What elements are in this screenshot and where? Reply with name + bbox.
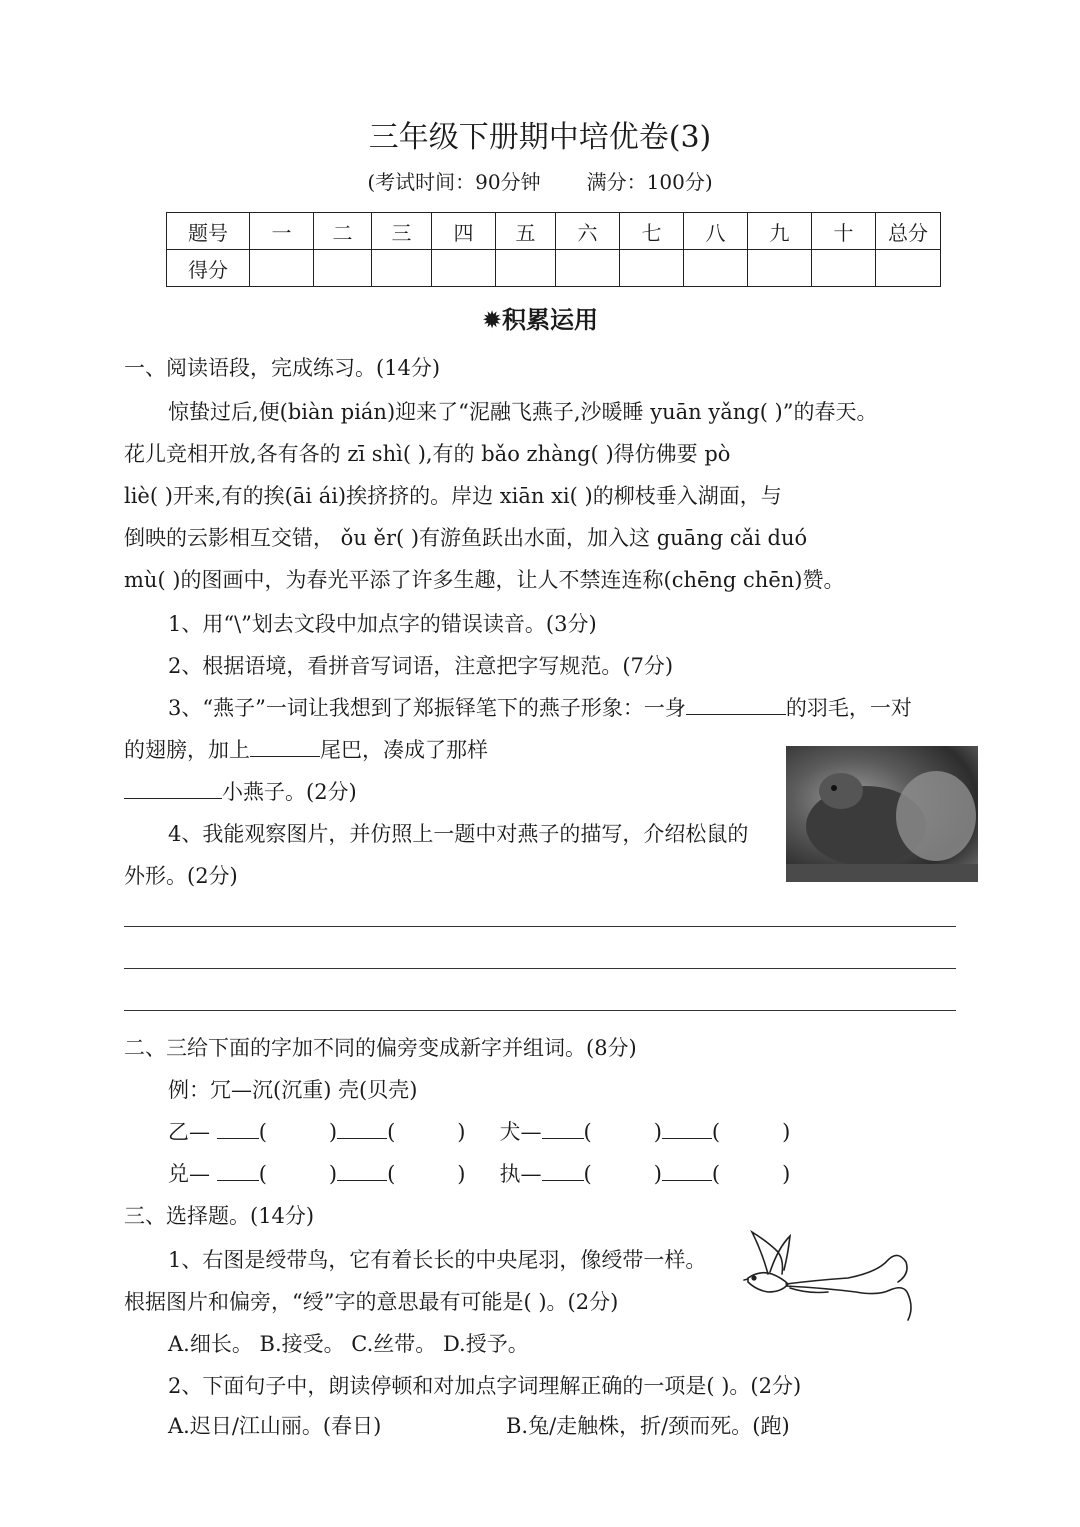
score-header-cell: 总分: [876, 213, 941, 250]
q3-sub1-options: A.细长。 B.接受。 C.丝带。 D.授予。: [168, 1332, 529, 1356]
writing-line[interactable]: [124, 968, 956, 969]
score-row-label: 得分: [167, 250, 250, 287]
score-cell[interactable]: [876, 250, 941, 287]
answer-blank[interactable]: [337, 1118, 387, 1139]
answer-blank[interactable]: [217, 1160, 259, 1181]
score-cell[interactable]: [250, 250, 314, 287]
answer-blank[interactable]: [542, 1160, 584, 1181]
q1-sub4-line2: 外形。(2分): [124, 864, 238, 888]
q1-sub3-line2: [124, 734, 488, 764]
q1-passage-line: 花儿竞相开放,各有各的 zī shì( ),有的 bǎo zhàng( )得仿佛要 pò: [124, 442, 731, 466]
q2-example: 例：冗—沉(沉重) 壳(贝壳): [168, 1078, 418, 1102]
q1-sub3-line1: [168, 692, 912, 722]
q1-sub1: 1、用“\”划去文段中加点字的错误读音。(3分): [168, 612, 597, 636]
q3-sub1-line1: 1、右图是绶带鸟，它有着长长的中央尾羽，像绶带一样。: [168, 1248, 707, 1272]
score-header-cell: 八: [684, 213, 748, 250]
full-score: 满分：100分): [586, 170, 713, 194]
score-header-cell: 一: [250, 213, 314, 250]
answer-blank[interactable]: [662, 1160, 712, 1181]
score-header-cell: 题号: [167, 213, 250, 250]
q3-sub1-line2: 根据图片和偏旁，“绶”字的意思最有可能是( )。(2分): [124, 1290, 619, 1314]
q2-char: 乙—: [168, 1120, 210, 1144]
score-cell[interactable]: [748, 250, 812, 287]
q1-heading: 一、阅读语段，完成练习。(14分): [124, 356, 441, 380]
q2-char: 犬—: [499, 1120, 542, 1144]
q2-char: 兑—: [168, 1162, 210, 1186]
page-title: 三年级下册期中培优卷(3): [368, 120, 712, 155]
q2-row: 兑— ( ) ( ) 执— ( ) ( ): [168, 1162, 791, 1186]
section-title: ✹积累运用: [481, 306, 599, 334]
score-cell[interactable]: [620, 250, 684, 287]
score-header-cell: 九: [748, 213, 812, 250]
squirrel-icon: [786, 746, 978, 882]
score-cell[interactable]: [812, 250, 876, 287]
q2-row: 乙— ( ) ( ) 犬— ( ) ( ): [168, 1120, 791, 1144]
score-cell[interactable]: [372, 250, 432, 287]
q1-passage-line: 惊蛰过后,便(biàn pián)迎来了“泥融飞燕子,沙暖睡 yuān yǎng( )”的春天。: [168, 400, 878, 424]
score-header-cell: 七: [620, 213, 684, 250]
writing-line[interactable]: [124, 926, 956, 927]
score-cell[interactable]: [314, 250, 372, 287]
q1-sub4-line1: 4、我能观察图片，并仿照上一题中对燕子的描写，介绍松鼠的: [168, 822, 749, 846]
q1-sub3-text: 小燕子。(2分): [222, 780, 357, 804]
exam-info: [0, 166, 1080, 195]
score-header-cell: 四: [432, 213, 496, 250]
q1-sub3-text: 的翅膀，加上: [124, 738, 250, 762]
q1-sub3-text: 的羽毛，一对: [785, 696, 912, 720]
q1-sub3-text: 3、“燕子”一词让我想到了郑振铎笔下的燕子形象：一身: [168, 696, 686, 720]
score-cell[interactable]: [556, 250, 620, 287]
q1-sub3-text: 尾巴，凑成了那样: [320, 738, 488, 762]
score-value-row: [167, 250, 941, 287]
score-header-row: [167, 213, 941, 250]
q3-sub2-option-b: B.兔/走触株，折/颈而死。(跑): [506, 1414, 790, 1438]
score-header-cell: 六: [556, 213, 620, 250]
ribbon-bird-icon: [738, 1222, 922, 1326]
q2-char: 执—: [499, 1162, 542, 1186]
score-header-cell: 二: [314, 213, 372, 250]
answer-blank[interactable]: [542, 1118, 584, 1139]
answer-blank[interactable]: [124, 778, 222, 799]
q3-heading: 三、选择题。(14分): [124, 1204, 315, 1228]
score-header-cell: 五: [496, 213, 556, 250]
answer-blank[interactable]: [337, 1160, 387, 1181]
exam-time: (考试时间：90分钟: [367, 170, 541, 194]
score-cell[interactable]: [432, 250, 496, 287]
score-cell[interactable]: [684, 250, 748, 287]
score-table: [166, 212, 941, 287]
q2-heading: 二、三给下面的字加不同的偏旁变成新字并组词。(8分): [124, 1036, 637, 1060]
score-header-cell: 三: [372, 213, 432, 250]
answer-blank[interactable]: [662, 1118, 712, 1139]
q1-passage-line: mù( )的图画中，为春光平添了许多生趣，让人不禁连连称(chēng chēn)赞。: [124, 568, 845, 592]
q1-passage-line: 倒映的云影相互交错， ǒu ěr( )有游鱼跃出水面，加入这 guāng cǎi duó: [124, 526, 808, 550]
q3-sub2-option-a: A.迟日/江山丽。(春日): [168, 1414, 382, 1438]
q3-sub2: 2、下面句子中，朗读停顿和对加点字词理解正确的一项是( )。(2分): [168, 1374, 802, 1398]
q1-sub3-line3: [124, 776, 357, 806]
writing-line[interactable]: [124, 1010, 956, 1011]
q1-sub2: 2、根据语境，看拼音写词语，注意把字写规范。(7分): [168, 654, 674, 678]
answer-blank[interactable]: [217, 1118, 259, 1139]
squirrel-photo: [786, 746, 978, 882]
score-header-cell: 十: [812, 213, 876, 250]
answer-blank[interactable]: [250, 736, 320, 757]
score-cell[interactable]: [496, 250, 556, 287]
q1-passage-line: liè( )开来,有的挨(āi ái)挨挤挤的。岸边 xiān xi( )的柳枝垂入湖面，与: [124, 484, 782, 508]
answer-blank[interactable]: [686, 694, 786, 715]
